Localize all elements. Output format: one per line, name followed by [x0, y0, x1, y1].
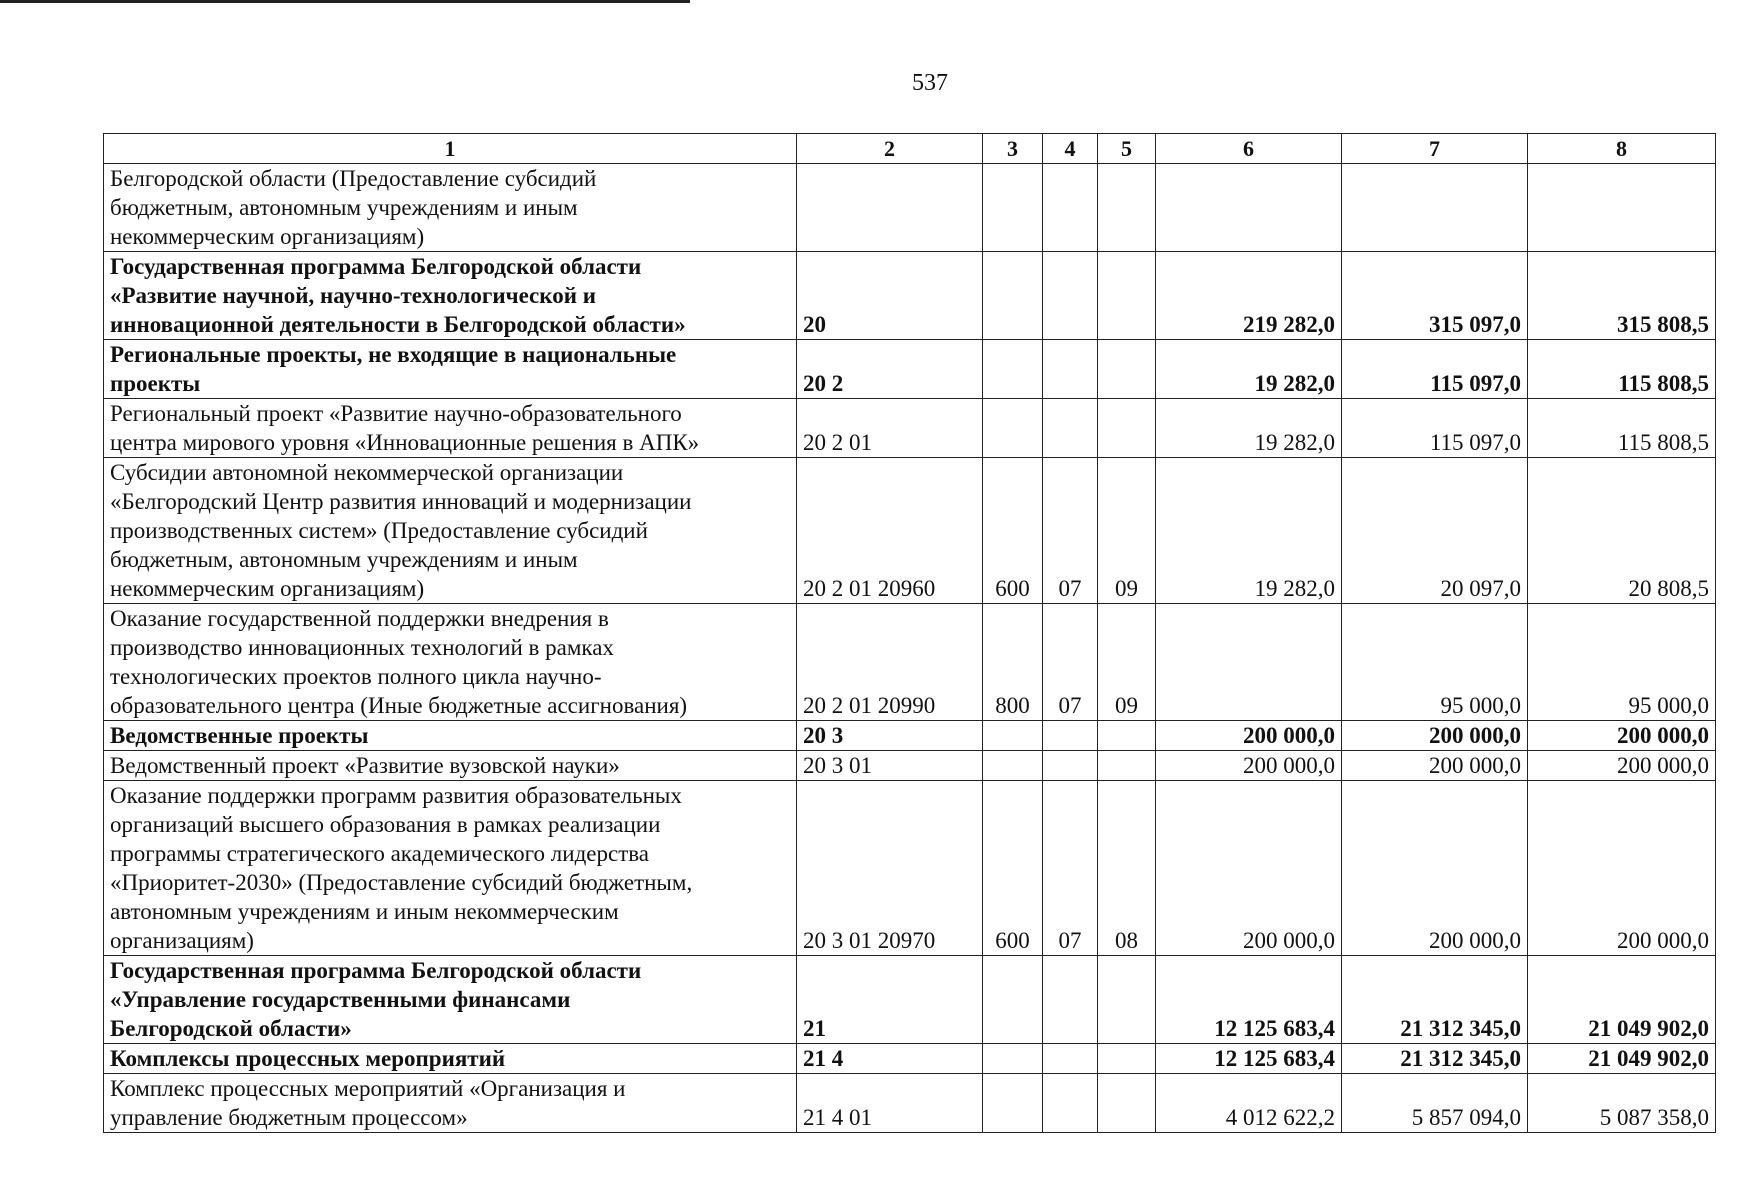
- row-col3: [983, 956, 1043, 1044]
- row-value-8: 5 087 358,0: [1528, 1074, 1716, 1133]
- row-col4: [1043, 956, 1098, 1044]
- row-code: 20 3 01: [797, 751, 983, 781]
- row-value-8: 21 049 902,0: [1528, 956, 1716, 1044]
- row-col4: [1043, 721, 1098, 751]
- table-row: [104, 956, 1716, 1044]
- row-description-text: Ведомственные проекты: [110, 723, 369, 748]
- row-description: [104, 458, 797, 604]
- table-row: [104, 164, 1716, 252]
- row-value-8: 200 000,0: [1528, 781, 1716, 956]
- row-col4: [1043, 164, 1098, 252]
- row-value-7: 315 097,0: [1342, 252, 1528, 340]
- column-header-6: 6: [1156, 134, 1342, 164]
- row-value-8: 95 000,0: [1528, 604, 1716, 721]
- row-value-6: 219 282,0: [1156, 252, 1342, 340]
- row-code: 20 2 01: [797, 399, 983, 458]
- row-description: [104, 1044, 797, 1074]
- row-value-6: [1156, 164, 1342, 252]
- row-value-7: 115 097,0: [1342, 340, 1528, 399]
- table-row: [104, 781, 1716, 956]
- row-col3: [983, 399, 1043, 458]
- row-col3: 800: [983, 604, 1043, 721]
- row-col5: [1098, 1044, 1156, 1074]
- budget-table: [103, 133, 1716, 1133]
- header-row: [104, 134, 1716, 164]
- row-col5: [1098, 340, 1156, 399]
- row-description-text: Региональные проекты, не входящие в национальные проекты: [110, 342, 677, 396]
- row-value-7: 21 312 345,0: [1342, 956, 1528, 1044]
- table-row: [104, 604, 1716, 721]
- row-description: [104, 781, 797, 956]
- table-body: [104, 164, 1716, 1133]
- row-description-text: Оказание государственной поддержки внедрения в производство инновационных технологий в рамках технологических проектов полного цикла научно- образовательного центра (Иные бюджетные ассигнования): [110, 606, 688, 718]
- row-value-6: 19 282,0: [1156, 399, 1342, 458]
- row-code: 20 3: [797, 721, 983, 751]
- row-value-8: 200 000,0: [1528, 721, 1716, 751]
- row-description-text: Государственная программа Белгородской области «Управление государственными финансами Белгородской области»: [110, 958, 642, 1041]
- row-col5: [1098, 751, 1156, 781]
- table-row: [104, 458, 1716, 604]
- row-code: 21 4: [797, 1044, 983, 1074]
- row-col5: 08: [1098, 781, 1156, 956]
- row-description-text: Оказание поддержки программ развития образовательных организаций высшего образования в рамках реализации программы стратегического академического лидерства «Приоритет-2030» (Предоставление субсидий бюджетным, автономным учреждениям и иным некоммерческим организациям): [110, 783, 693, 953]
- row-col3: [983, 252, 1043, 340]
- row-description: [104, 164, 797, 252]
- row-col4: [1043, 1044, 1098, 1074]
- row-col4: 07: [1043, 604, 1098, 721]
- row-col4: 07: [1043, 781, 1098, 956]
- row-value-6: 200 000,0: [1156, 781, 1342, 956]
- table-row: [104, 340, 1716, 399]
- row-value-7: 5 857 094,0: [1342, 1074, 1528, 1133]
- row-value-6: 19 282,0: [1156, 340, 1342, 399]
- row-description: [104, 1074, 797, 1133]
- row-description-text: Белгородской области (Предоставление субсидий бюджетным, автономным учреждениям и иным некоммерческим организациям): [110, 166, 597, 249]
- row-col4: [1043, 399, 1098, 458]
- row-col3: 600: [983, 781, 1043, 956]
- row-description-text: Ведомственный проект «Развитие вузовской науки»: [110, 753, 620, 778]
- column-header-2: 2: [797, 134, 983, 164]
- row-col5: [1098, 1074, 1156, 1133]
- row-value-8: 115 808,5: [1528, 399, 1716, 458]
- row-col5: [1098, 721, 1156, 751]
- row-value-8: 21 049 902,0: [1528, 1044, 1716, 1074]
- row-value-6: 200 000,0: [1156, 751, 1342, 781]
- row-value-6: [1156, 604, 1342, 721]
- row-value-7: 200 000,0: [1342, 781, 1528, 956]
- row-col3: [983, 751, 1043, 781]
- row-code: 20 3 01 20970: [797, 781, 983, 956]
- row-value-8: 200 000,0: [1528, 751, 1716, 781]
- row-code: 21 4 01: [797, 1074, 983, 1133]
- row-col5: [1098, 399, 1156, 458]
- row-col3: [983, 1044, 1043, 1074]
- row-col5: [1098, 164, 1156, 252]
- row-col4: 07: [1043, 458, 1098, 604]
- row-col4: [1043, 1074, 1098, 1133]
- row-description-text: Региональный проект «Развитие научно-образовательного центра мирового уровня «Инновационные решения в АПК»: [110, 401, 700, 455]
- column-header-5: 5: [1098, 134, 1156, 164]
- row-description-text: Государственная программа Белгородской области «Развитие научной, научно-технологической и инновационной деятельности в Белгородской области»: [110, 254, 686, 337]
- row-col3: [983, 1074, 1043, 1133]
- row-value-6: 4 012 622,2: [1156, 1074, 1342, 1133]
- row-col5: [1098, 956, 1156, 1044]
- row-value-7: 21 312 345,0: [1342, 1044, 1528, 1074]
- row-value-7: [1342, 164, 1528, 252]
- column-header-3: 3: [983, 134, 1043, 164]
- row-col3: 600: [983, 458, 1043, 604]
- row-col5: 09: [1098, 604, 1156, 721]
- top-rule: [0, 0, 690, 3]
- row-description: [104, 956, 797, 1044]
- row-description: [104, 340, 797, 399]
- row-code: 21: [797, 956, 983, 1044]
- row-col3: [983, 340, 1043, 399]
- row-value-7: 200 000,0: [1342, 751, 1528, 781]
- row-value-6: 19 282,0: [1156, 458, 1342, 604]
- table-row: [104, 721, 1716, 751]
- row-col5: [1098, 252, 1156, 340]
- row-description: [104, 399, 797, 458]
- row-value-7: 95 000,0: [1342, 604, 1528, 721]
- row-code: 20 2 01 20960: [797, 458, 983, 604]
- row-value-6: 200 000,0: [1156, 721, 1342, 751]
- row-description: [104, 751, 797, 781]
- table-row: [104, 1044, 1716, 1074]
- table-row: [104, 751, 1716, 781]
- row-value-6: 12 125 683,4: [1156, 1044, 1342, 1074]
- row-description: [104, 604, 797, 721]
- row-value-8: 20 808,5: [1528, 458, 1716, 604]
- column-header-1: 1: [104, 134, 797, 164]
- row-value-8: 115 808,5: [1528, 340, 1716, 399]
- row-col5: 09: [1098, 458, 1156, 604]
- row-value-7: 20 097,0: [1342, 458, 1528, 604]
- column-header-7: 7: [1342, 134, 1528, 164]
- table-row: [104, 1074, 1716, 1133]
- row-value-6: 12 125 683,4: [1156, 956, 1342, 1044]
- row-code: 20 2: [797, 340, 983, 399]
- row-value-7: 115 097,0: [1342, 399, 1528, 458]
- table-row: [104, 399, 1716, 458]
- row-value-8: 315 808,5: [1528, 252, 1716, 340]
- page-number: 537: [912, 70, 948, 96]
- row-code: 20: [797, 252, 983, 340]
- row-value-8: [1528, 164, 1716, 252]
- row-col4: [1043, 252, 1098, 340]
- row-description: [104, 721, 797, 751]
- table-row: [104, 252, 1716, 340]
- row-description-text: Комплексы процессных мероприятий: [110, 1046, 506, 1071]
- row-col4: [1043, 340, 1098, 399]
- row-col4: [1043, 751, 1098, 781]
- row-code: [797, 164, 983, 252]
- column-header-8: 8: [1528, 134, 1716, 164]
- row-col3: [983, 721, 1043, 751]
- row-col3: [983, 164, 1043, 252]
- row-description: [104, 252, 797, 340]
- row-value-7: 200 000,0: [1342, 721, 1528, 751]
- row-description-text: Комплекс процессных мероприятий «Организация и управление бюджетным процессом»: [110, 1076, 626, 1130]
- row-description-text: Субсидии автономной некоммерческой организации «Белгородский Центр развития инноваций и модернизации производственных систем» (Предоставление субсидий бюджетным, автономным учреждениям и иным некоммерческим организациям): [110, 460, 692, 601]
- column-header-4: 4: [1043, 134, 1098, 164]
- row-code: 20 2 01 20990: [797, 604, 983, 721]
